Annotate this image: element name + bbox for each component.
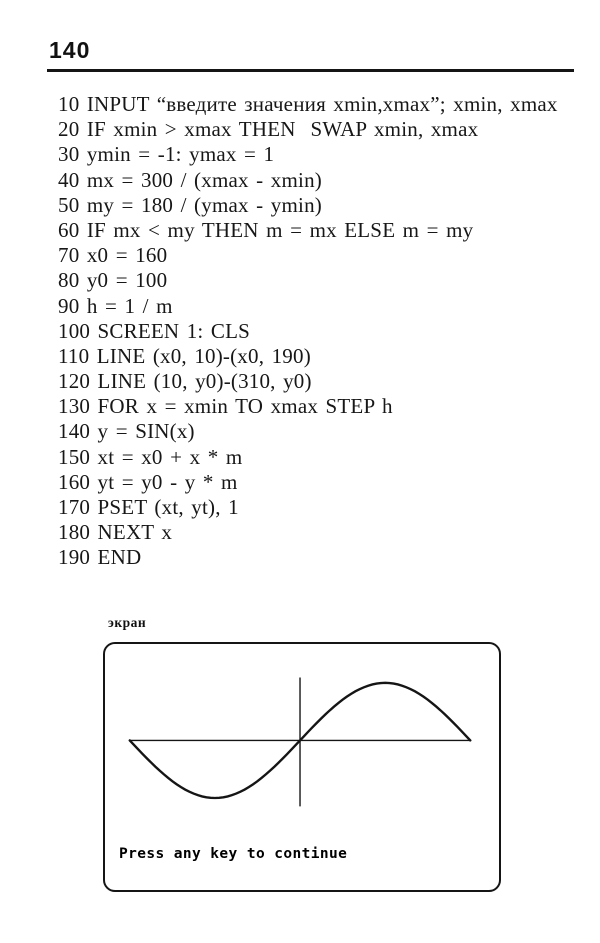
screen-figure [103,642,501,892]
program-line: 20 IF xmin > xmax THEN SWAP xmin, xmax [58,117,479,142]
program-line: 50 my = 180 / (ymax - ymin) [58,192,322,217]
status-text: Press any key to continue [119,846,348,862]
program-line: 90 h = 1 / m [58,293,173,318]
program-line: 110 LINE (x0, 10)-(x0, 190) [58,343,311,368]
program-line: 100 SCREEN 1: CLS [58,318,251,343]
figure-label: экран [108,615,147,630]
program-line: 80 y0 = 100 [58,268,168,293]
program-line: 150 xt = x0 + x * m [58,444,243,469]
program-line: 30 ymin = -1: ymax = 1 [58,142,275,167]
program-line: 160 yt = y0 - y * m [58,469,238,494]
program-line: 180 NEXT x [58,520,173,545]
header-rule [47,69,574,72]
program-line: 130 FOR x = xmin TO xmax STEP h [58,394,393,419]
program-line: 140 y = SIN(x) [58,419,195,444]
basic-program-listing [58,92,558,571]
program-line: 170 PSET (xt, yt), 1 [58,495,239,519]
program-line: 70 x0 = 160 [58,243,168,268]
program-line: 10 INPUT “введите значения xmin,xmax”; xmin, xmax [58,92,558,116]
program-line: 120 LINE (10, y0)-(310, y0) [58,369,312,394]
program-line: 40 mx = 300 / (xmax - xmin) [58,167,322,192]
program-line: 190 END [58,545,142,570]
page-number: 140 [49,37,91,63]
program-line: 60 IF mx < my THEN m = mx ELSE m = my [58,217,474,242]
